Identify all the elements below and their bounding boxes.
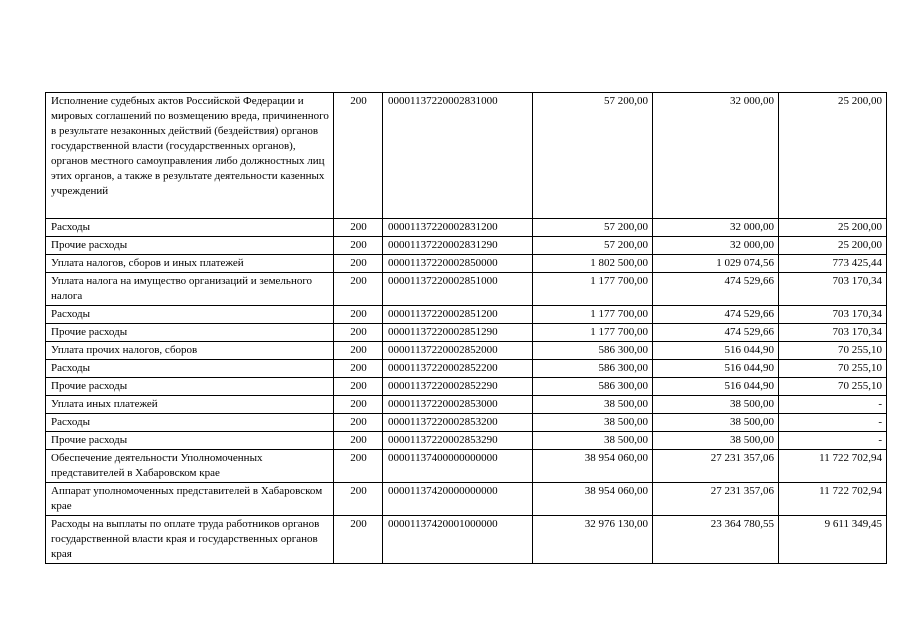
classification-code-cell: 00001137220002831000	[383, 93, 533, 219]
classification-code-cell: 00001137220002850000	[383, 255, 533, 273]
table-row	[46, 324, 887, 342]
table-row	[46, 342, 887, 360]
table-row	[46, 516, 887, 564]
executed-amount-cell: 27 231 357,06	[653, 483, 779, 516]
line-code-cell: 200	[334, 378, 383, 396]
expense-name-cell: Уплата налога на имущество организаций и земельного налога	[46, 273, 334, 306]
expense-name-cell: Исполнение судебных актов Российской Федерации и мировых соглашений по возмещению вреда, причиненного в результате незаконных действий (бездействия) органов государственной власти (государственных органов), органов местного самоуправления либо должностных лиц этих органов, а также в результате деятельности казенных учреждений	[46, 93, 334, 219]
executed-amount-cell: 38 500,00	[653, 414, 779, 432]
table-row	[46, 483, 887, 516]
line-code-cell: 200	[334, 396, 383, 414]
approved-amount-cell: 1 177 700,00	[533, 306, 653, 324]
approved-amount-cell: 38 500,00	[533, 396, 653, 414]
approved-amount-cell: 1 177 700,00	[533, 324, 653, 342]
table-row	[46, 432, 887, 450]
executed-amount-cell: 516 044,90	[653, 342, 779, 360]
executed-amount-cell: 32 000,00	[653, 237, 779, 255]
expense-name-cell: Уплата прочих налогов, сборов	[46, 342, 334, 360]
expense-name-cell: Аппарат уполномоченных представителей в Хабаровском крае	[46, 483, 334, 516]
approved-amount-cell: 586 300,00	[533, 360, 653, 378]
unexecuted-amount-cell: 70 255,10	[779, 360, 887, 378]
approved-amount-cell: 57 200,00	[533, 237, 653, 255]
approved-amount-cell: 57 200,00	[533, 93, 653, 219]
approved-amount-cell: 1 802 500,00	[533, 255, 653, 273]
expense-name-cell: Прочие расходы	[46, 378, 334, 396]
line-code-cell: 200	[334, 360, 383, 378]
budget-execution-table	[45, 92, 887, 564]
executed-amount-cell: 38 500,00	[653, 432, 779, 450]
table-body	[46, 93, 887, 564]
expense-name-cell: Расходы	[46, 219, 334, 237]
classification-code-cell: 00001137420000000000	[383, 483, 533, 516]
table-row	[46, 396, 887, 414]
expense-name-cell: Расходы на выплаты по оплате труда работников органов государственной власти края и государственных органов края	[46, 516, 334, 564]
unexecuted-amount-cell: 703 170,34	[779, 324, 887, 342]
line-code-cell: 200	[334, 324, 383, 342]
executed-amount-cell: 474 529,66	[653, 273, 779, 306]
line-code-cell: 200	[334, 93, 383, 219]
expense-name-cell: Уплата налогов, сборов и иных платежей	[46, 255, 334, 273]
approved-amount-cell: 586 300,00	[533, 342, 653, 360]
executed-amount-cell: 516 044,90	[653, 360, 779, 378]
table-row	[46, 273, 887, 306]
classification-code-cell: 00001137220002851290	[383, 324, 533, 342]
unexecuted-amount-cell: -	[779, 396, 887, 414]
executed-amount-cell: 516 044,90	[653, 378, 779, 396]
executed-amount-cell: 27 231 357,06	[653, 450, 779, 483]
approved-amount-cell: 1 177 700,00	[533, 273, 653, 306]
classification-code-cell: 00001137220002851000	[383, 273, 533, 306]
line-code-cell: 200	[334, 273, 383, 306]
line-code-cell: 200	[334, 414, 383, 432]
classification-code-cell: 00001137420001000000	[383, 516, 533, 564]
classification-code-cell: 00001137220002852290	[383, 378, 533, 396]
line-code-cell: 200	[334, 483, 383, 516]
expense-name-cell: Прочие расходы	[46, 432, 334, 450]
approved-amount-cell: 57 200,00	[533, 219, 653, 237]
line-code-cell: 200	[334, 219, 383, 237]
table-row	[46, 306, 887, 324]
expense-name-cell: Расходы	[46, 414, 334, 432]
unexecuted-amount-cell: -	[779, 414, 887, 432]
document-page	[45, 92, 886, 564]
executed-amount-cell: 32 000,00	[653, 93, 779, 219]
unexecuted-amount-cell: 70 255,10	[779, 378, 887, 396]
line-code-cell: 200	[334, 255, 383, 273]
unexecuted-amount-cell: 25 200,00	[779, 219, 887, 237]
executed-amount-cell: 474 529,66	[653, 324, 779, 342]
expense-name-cell: Уплата иных платежей	[46, 396, 334, 414]
executed-amount-cell: 1 029 074,56	[653, 255, 779, 273]
table-row	[46, 219, 887, 237]
classification-code-cell: 00001137220002853290	[383, 432, 533, 450]
table-row	[46, 93, 887, 219]
unexecuted-amount-cell: 703 170,34	[779, 306, 887, 324]
classification-code-cell: 00001137400000000000	[383, 450, 533, 483]
approved-amount-cell: 32 976 130,00	[533, 516, 653, 564]
approved-amount-cell: 38 500,00	[533, 432, 653, 450]
unexecuted-amount-cell: 703 170,34	[779, 273, 887, 306]
classification-code-cell: 00001137220002852000	[383, 342, 533, 360]
classification-code-cell: 00001137220002852200	[383, 360, 533, 378]
line-code-cell: 200	[334, 516, 383, 564]
expense-name-cell: Обеспечение деятельности Уполномоченных представителей в Хабаровском крае	[46, 450, 334, 483]
expense-name-cell: Прочие расходы	[46, 237, 334, 255]
unexecuted-amount-cell: 25 200,00	[779, 93, 887, 219]
line-code-cell: 200	[334, 237, 383, 255]
table-row	[46, 255, 887, 273]
classification-code-cell: 00001137220002853000	[383, 396, 533, 414]
classification-code-cell: 00001137220002851200	[383, 306, 533, 324]
table-row	[46, 237, 887, 255]
table-row	[46, 414, 887, 432]
approved-amount-cell: 38 954 060,00	[533, 483, 653, 516]
table-row	[46, 378, 887, 396]
expense-name-cell: Расходы	[46, 360, 334, 378]
expense-name-cell: Расходы	[46, 306, 334, 324]
table-row	[46, 450, 887, 483]
line-code-cell: 200	[334, 342, 383, 360]
line-code-cell: 200	[334, 306, 383, 324]
approved-amount-cell: 38 954 060,00	[533, 450, 653, 483]
line-code-cell: 200	[334, 450, 383, 483]
unexecuted-amount-cell: -	[779, 432, 887, 450]
unexecuted-amount-cell: 25 200,00	[779, 237, 887, 255]
unexecuted-amount-cell: 70 255,10	[779, 342, 887, 360]
table-row	[46, 360, 887, 378]
classification-code-cell: 00001137220002853200	[383, 414, 533, 432]
executed-amount-cell: 38 500,00	[653, 396, 779, 414]
expense-name-cell: Прочие расходы	[46, 324, 334, 342]
approved-amount-cell: 38 500,00	[533, 414, 653, 432]
executed-amount-cell: 32 000,00	[653, 219, 779, 237]
executed-amount-cell: 23 364 780,55	[653, 516, 779, 564]
approved-amount-cell: 586 300,00	[533, 378, 653, 396]
unexecuted-amount-cell: 11 722 702,94	[779, 483, 887, 516]
line-code-cell: 200	[334, 432, 383, 450]
classification-code-cell: 00001137220002831290	[383, 237, 533, 255]
executed-amount-cell: 474 529,66	[653, 306, 779, 324]
unexecuted-amount-cell: 9 611 349,45	[779, 516, 887, 564]
unexecuted-amount-cell: 11 722 702,94	[779, 450, 887, 483]
classification-code-cell: 00001137220002831200	[383, 219, 533, 237]
unexecuted-amount-cell: 773 425,44	[779, 255, 887, 273]
